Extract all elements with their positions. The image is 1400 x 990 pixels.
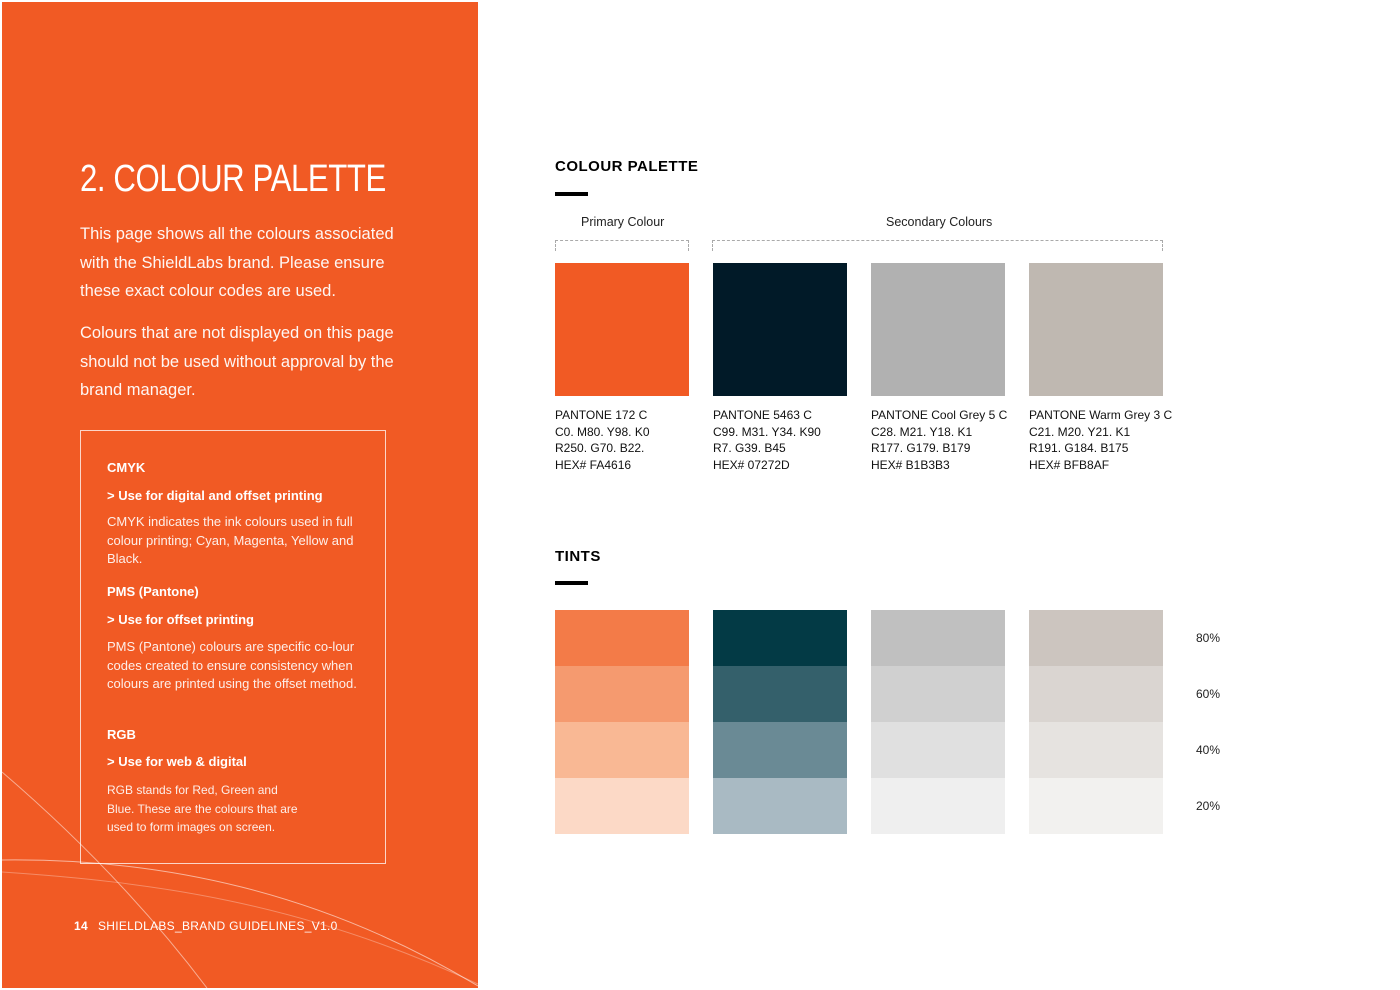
pms-title: PMS (Pantone) <box>107 584 199 599</box>
spec-cool-grey <box>871 407 1007 473</box>
tint-cool-grey-20 <box>871 778 1005 834</box>
tint-cool-grey-60 <box>871 666 1005 722</box>
tints-heading: TINTS <box>555 548 601 565</box>
cmyk-description: CMYK indicates the ink colours used in full colour printing; Cyan, Magenta, Yellow and Black. <box>107 514 354 566</box>
tint-orange-20 <box>555 778 689 834</box>
cmyk-value: C0. M80. Y98. K0 <box>555 424 650 439</box>
primary-colour-label: Primary Colour <box>581 215 665 229</box>
hex-value: HEX# FA4616 <box>555 457 632 472</box>
tint-warm-grey-80 <box>1029 610 1163 666</box>
swatch-orange <box>555 263 689 396</box>
hex-value: HEX# 07272D <box>713 457 790 472</box>
secondary-colours-label: Secondary Colours <box>886 215 993 229</box>
document-name: SHIELDLABS_BRAND GUIDELINES_V1.0 <box>97 919 338 933</box>
tint-navy-60 <box>713 666 847 722</box>
swatch-warm-grey <box>1029 263 1163 396</box>
secondary-bracket <box>712 240 1163 251</box>
tint-cool-grey-40 <box>871 722 1005 778</box>
tint-warm-grey-40 <box>1029 722 1163 778</box>
colour-modes-info-box <box>80 430 386 864</box>
page-number: 14 <box>74 919 88 933</box>
tint-cool-grey-80 <box>871 610 1005 666</box>
sidebar-panel <box>2 2 478 988</box>
tint-warm-grey-20 <box>1029 778 1163 834</box>
cmyk-title: CMYK <box>107 460 146 475</box>
rgb-value: R7. G39. B45 <box>713 441 786 456</box>
rgb-value: R191. G184. B175 <box>1029 441 1129 456</box>
intro-paragraph-1: This page shows all the colours associated with the ShieldLabs brand. Please ensure these exact colour codes are used. <box>80 225 394 300</box>
rgb-title: RGB <box>107 727 136 742</box>
pantone-value: PANTONE 5463 C <box>713 408 812 422</box>
tint-orange-80 <box>555 610 689 666</box>
pantone-value: PANTONE 172 C <box>555 408 648 422</box>
pms-description: PMS (Pantone) colours are specific co-lour codes created to ensure consistency when colours are printed using the offset method. <box>107 639 357 691</box>
spec-dark-navy <box>713 407 821 473</box>
spec-warm-grey <box>1029 407 1172 473</box>
tint-orange-60 <box>555 666 689 722</box>
tint-navy-40 <box>713 722 847 778</box>
rgb-value: R177. G179. B179 <box>871 441 971 456</box>
tint-label-80: 80% <box>1196 631 1221 645</box>
hex-value: HEX# BFB8AF <box>1029 457 1110 472</box>
cmyk-value: C99. M31. Y34. K90 <box>713 424 821 439</box>
rgb-description: RGB stands for Red, Green and Blue. These are the colours that are used to form images on screen. <box>107 783 298 834</box>
tint-navy-80 <box>713 610 847 666</box>
rgb-value: R250. G70. B22. <box>555 441 645 456</box>
colour-palette-underline <box>555 192 588 196</box>
page-title: 2. COLOUR PALETTE <box>80 158 386 200</box>
spec-orange <box>555 407 650 473</box>
tint-navy-20 <box>713 778 847 834</box>
tint-label-40: 40% <box>1196 743 1221 757</box>
page-footer <box>74 919 338 933</box>
tint-orange-40 <box>555 722 689 778</box>
primary-bracket <box>555 240 689 251</box>
rgb-use: > Use for web & digital <box>107 754 247 769</box>
cmyk-value: C28. M21. Y18. K1 <box>871 424 973 439</box>
tint-label-60: 60% <box>1196 687 1221 701</box>
cmyk-value: C21. M20. Y21. K1 <box>1029 424 1131 439</box>
tint-warm-grey-60 <box>1029 666 1163 722</box>
colour-palette-heading: COLOUR PALETTE <box>555 158 699 175</box>
tints-underline <box>555 581 588 585</box>
hex-value: HEX# B1B3B3 <box>871 457 950 472</box>
pantone-value: PANTONE Cool Grey 5 C <box>871 408 1008 422</box>
tint-label-20: 20% <box>1196 799 1221 813</box>
pantone-value: PANTONE Warm Grey 3 C <box>1029 408 1173 422</box>
pms-use: > Use for offset printing <box>107 612 254 627</box>
intro-paragraph-2: Colours that are not displayed on this page should not be used without approval by the brand manager. <box>80 324 394 399</box>
swatch-dark-navy <box>713 263 847 396</box>
cmyk-use: > Use for digital and offset printing <box>107 488 323 503</box>
swatch-cool-grey <box>871 263 1005 396</box>
